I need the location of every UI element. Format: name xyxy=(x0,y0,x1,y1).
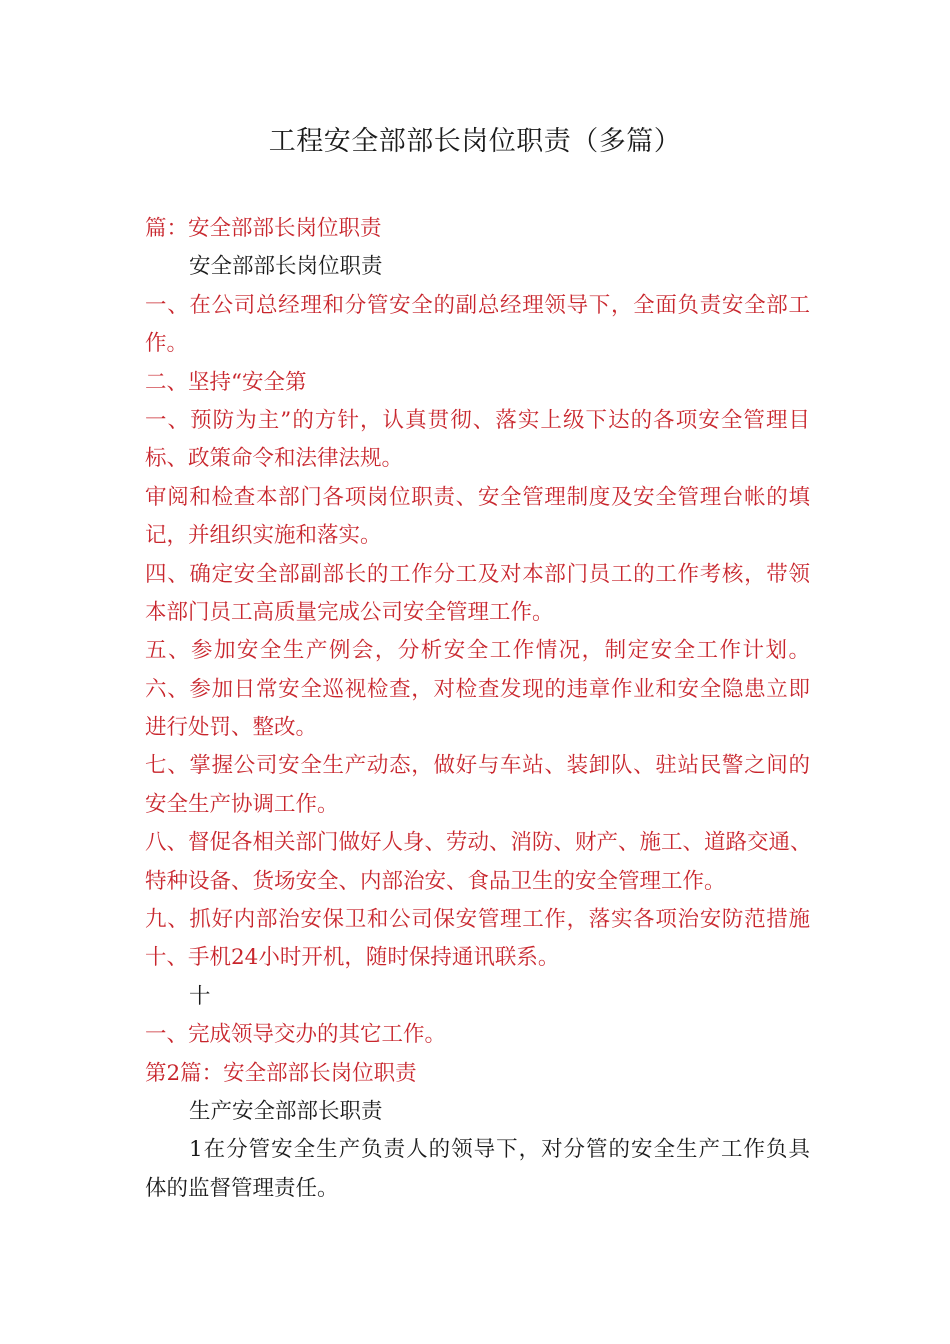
paragraph-line: 一、预防为主”的方针，认真贯彻、落实上级下达的各项安全管理目 xyxy=(145,407,810,433)
section-heading: 第2篇：安全部部长岗位职责 xyxy=(145,1060,417,1086)
paragraph-line: 体的监督管理责任。 xyxy=(145,1175,339,1201)
paragraph-line: 标、政策命令和法律法规。 xyxy=(145,446,404,472)
paragraph-line: 作。 xyxy=(145,331,189,357)
paragraph-line: 特种设备、货场安全、内部治安、食品卫生的安全管理工作。 xyxy=(145,868,726,894)
paragraph-line: 十 xyxy=(189,983,211,1009)
subheading: 生产安全部部长职责 xyxy=(189,1098,383,1124)
paragraph-line: 二、坚持“安全第 xyxy=(145,369,307,395)
paragraph-line: 一、在公司总经理和分管安全的副总经理领导下，全面负责安全部工 xyxy=(145,292,810,318)
paragraph-line: 一、完成领导交办的其它工作。 xyxy=(145,1022,447,1048)
paragraph-line: 八、督促各相关部门做好人身、劳动、消防、财产、施工、道路交通、 xyxy=(145,830,812,856)
paragraph-line: 1在分管安全生产负责人的领导下，对分管的安全生产工作负具 xyxy=(189,1137,810,1163)
paragraph-line: 记，并组织实施和落实。 xyxy=(145,523,382,549)
document-title: 工程安全部部长岗位职责（多篇） xyxy=(268,126,682,157)
paragraph-line: 五、参加安全生产例会，分析安全工作情况，制定安全工作计划。 xyxy=(145,638,810,664)
subheading: 安全部部长岗位职责 xyxy=(189,254,383,280)
paragraph-line: 进行处罚、整改。 xyxy=(145,715,318,741)
paragraph-line: 九、抓好内部治安保卫和公司保安管理工作，落实各项治安防范措施 xyxy=(145,907,810,933)
paragraph-line: 本部门员工高质量完成公司安全管理工作。 xyxy=(145,599,554,625)
document-body xyxy=(145,210,810,1208)
paragraph-line: 四、确定安全部副部长的工作分工及对本部门员工的工作考核，带领 xyxy=(145,561,810,587)
section-heading: 篇：安全部部长岗位职责 xyxy=(145,216,382,241)
paragraph-line: 七、掌握公司安全生产动态，做好与车站、装卸队、驻站民警之间的 xyxy=(145,753,810,779)
paragraph-line: 审阅和检查本部门各项岗位职责、安全管理制度及安全管理台帐的填 xyxy=(145,484,810,510)
paragraph-line: 安全生产协调工作。 xyxy=(145,791,339,817)
paragraph-line: 六、参加日常安全巡视检查，对检查发现的违章作业和安全隐患立即 xyxy=(145,676,810,702)
paragraph-line: 十、手机24小时开机，随时保持通讯联系。 xyxy=(145,945,560,971)
